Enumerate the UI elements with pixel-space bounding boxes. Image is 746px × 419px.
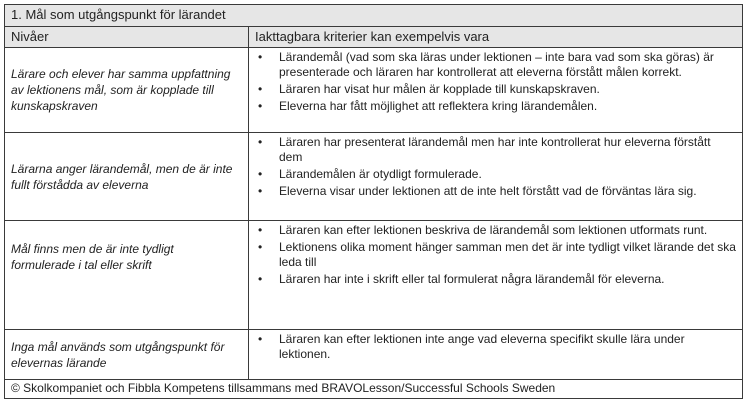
header-levels: Nivåer xyxy=(5,27,249,48)
list-item: • Läraren har presenterat lärandemål men har inte kontrollerat hur eleverna förstått dem xyxy=(279,135,736,165)
list-item: • Eleverna visar under lektionen att de inte helt förstått vad de förväntas lära sig. xyxy=(279,184,736,199)
list-item: • Eleverna har fått möjlighet att reflektera kring lärandemålen. xyxy=(279,99,736,114)
copyright-footer: © Skolkompaniet och Fibbla Kompetens tillsammans med BRAVOLesson/Successful Schools Sweden xyxy=(5,380,743,399)
list-item: • Läraren kan efter lektionen inte ange vad eleverna specifikt skulle lära under lektionen. xyxy=(279,332,736,362)
criteria-list xyxy=(249,223,736,287)
criteria-cell xyxy=(249,133,743,221)
list-item: • Läraren har visat hur målen är kopplade till kunskapskraven. xyxy=(279,82,736,97)
list-item: • Lektionens olika moment hänger samman men det är inte tydligt vilket lärande det ska leda till xyxy=(279,240,736,270)
criteria-cell xyxy=(249,48,743,133)
table-row xyxy=(5,330,743,380)
level-cell: Mål finns men de är inte tydligt formulerade i tal eller skrift xyxy=(5,221,249,330)
criteria-list xyxy=(249,332,736,362)
list-item: • Läraren har inte i skrift eller tal formulerat några lärandemål för eleverna. xyxy=(279,272,736,287)
level-cell: Inga mål används som utgångspunkt för elevernas lärande xyxy=(5,330,249,380)
criteria-list xyxy=(249,135,736,199)
criteria-cell xyxy=(249,221,743,330)
list-item: • Lärandemål (vad som ska läras under lektionen – inte bara vad som ska göras) är presenterade och läraren har kontrollerat att eleverna förstått målen korrekt. xyxy=(279,50,736,80)
table-row xyxy=(5,221,743,330)
rubric-table xyxy=(4,4,743,399)
list-item: • Lärandemålen är otydligt formulerade. xyxy=(279,167,736,182)
list-item: • Läraren kan efter lektionen beskriva de lärandemål som lektionen utformats runt. xyxy=(279,223,736,238)
level-cell: Lärarna anger lärandemål, men de är inte fullt förstådda av eleverna xyxy=(5,133,249,221)
table-row xyxy=(5,133,743,221)
level-cell: Lärare och elever har samma uppfattning av lektionens mål, som är kopplade till kunskapskraven xyxy=(5,48,249,133)
table-title: 1. Mål som utgångspunkt för lärandet xyxy=(5,5,743,27)
table-row xyxy=(5,48,743,133)
criteria-list xyxy=(249,50,736,114)
criteria-cell xyxy=(249,330,743,380)
header-criteria: Iakttagbara kriterier kan exempelvis vara xyxy=(249,27,743,48)
